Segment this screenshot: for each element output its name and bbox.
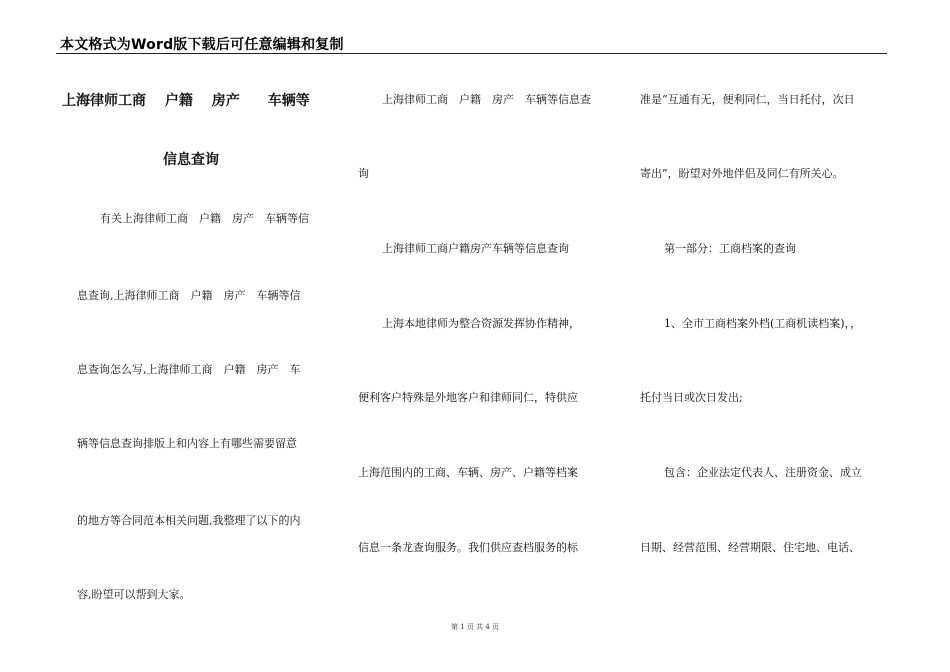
body-line: 信息一条龙查询服务。我们供应查档服务的标 [358,541,578,554]
body-line: 息查询,上海律师工商 户籍 房产 车辆等信 [77,289,301,302]
body-line: 寄出”，盼望对外地伴侣及同仁有所关心。 [640,167,844,180]
body-line: 息查询怎么写,上海律师工商 户籍 房产 车 [77,363,301,376]
document-title-line-2: 信息查询 [163,152,219,168]
section-heading: 第一部分：工商档案的查询 [664,242,796,255]
page-number: 第 1 页 共 4 页 [450,623,500,631]
body-line: 便利客户特殊是外地客户和律师同仁，特供应 [358,391,578,404]
body-line: 上海律师工商 户籍 房产 车辆等信息查 [382,93,591,106]
body-line: 上海律师工商户籍房产车辆等信息查询 [382,242,569,255]
body-line: 上海范围内的工商、车辆、房产、户籍等档案 [358,466,578,479]
body-line: 容,盼望可以帮到大家。 [77,588,191,601]
body-line: 包含：企业法定代表人、注册资金、成立 [664,466,862,479]
body-line: 的地方等合同范本相关问题,我整理了以下的内 [77,514,301,527]
body-line: 日期、经营范围、经营期限、住宅地、电话、 [640,541,860,554]
body-line: 准是“互通有无，便利同仁，当日托付，次日 [640,93,855,106]
document-banner: 本文格式为Word版下载后可任意编辑和复制 [60,37,344,53]
body-line: 上海本地律师为整合资源发挥协作精神， [382,317,580,330]
document-title-line-1: 上海律师工商 户籍 房产 车辆等 [62,93,310,109]
body-line: 有关上海律师工商 户籍 房产 车辆等信 [100,212,309,225]
body-line: 1、全市工商档案外档(工商机读档案)，， [664,317,862,330]
body-line: 托付当日或次日发出; [640,391,743,404]
body-line: 询 [358,167,369,180]
body-line: 辆等信息查询排版上和内容上有哪些需要留意 [77,437,297,450]
